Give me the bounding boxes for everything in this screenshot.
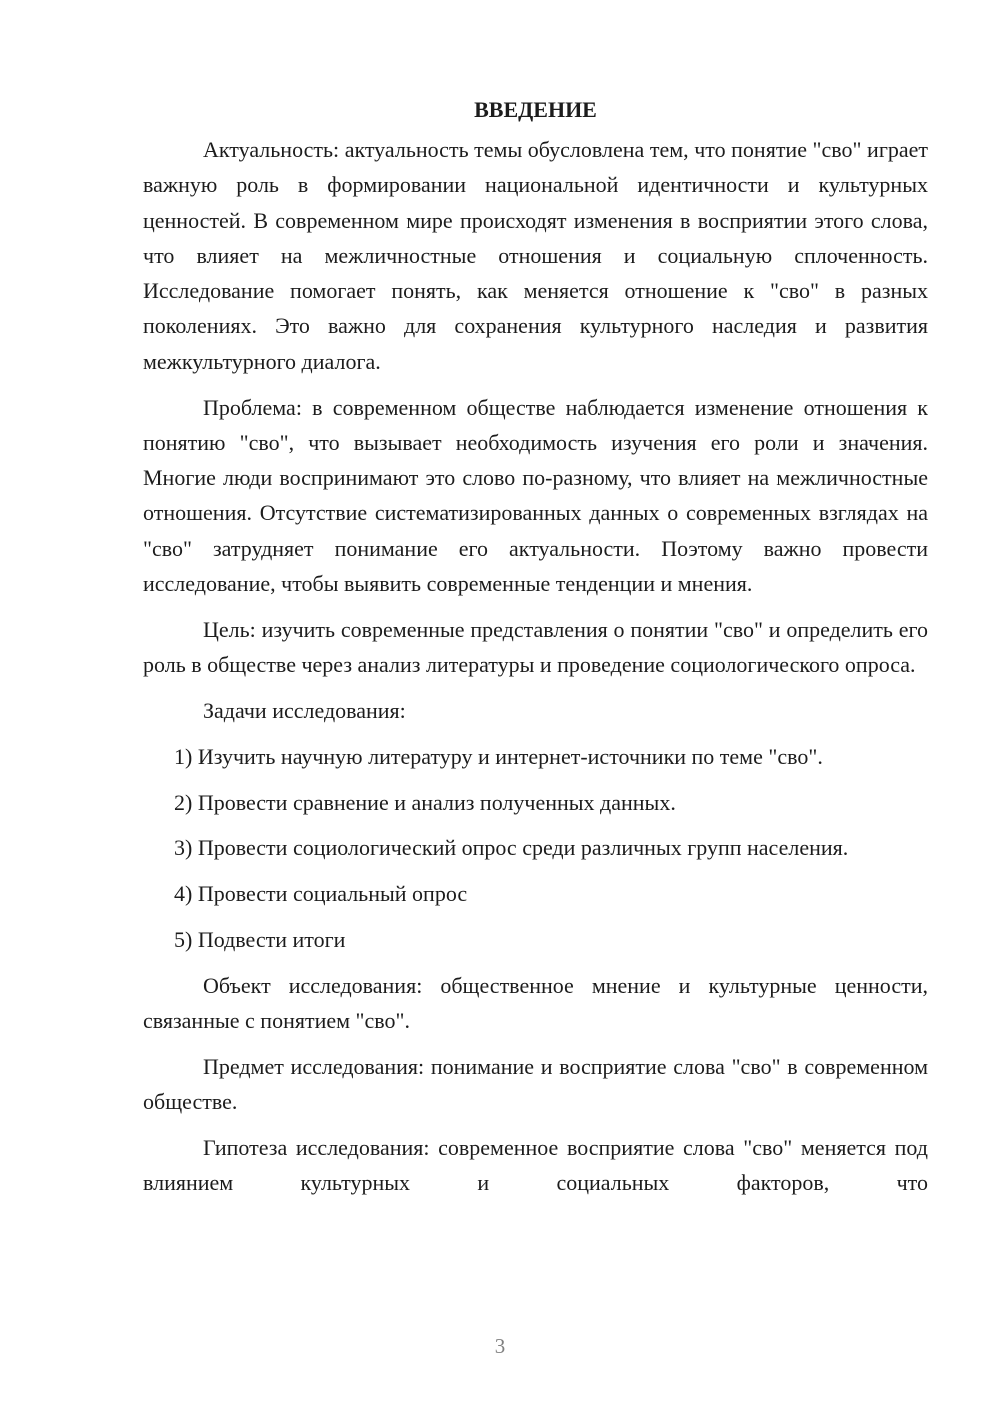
relevance-paragraph: Актуальность: актуальность темы обусловлена тем, что понятие "сво" играет важную роль в формировании национальной идентичности и культурных ценностей. В современном мире происходят изменения в восприятии этого слова, что влияет на межличностные отношения и социальную сплоченность. Исследование помогает понять, как меняется отношение к "сво" в разных поколениях. Это важно для сохранения культурного наследия и развития межкультурного диалога. [143,137,928,374]
object-paragraph: Объект исследования: общественное мнение и культурные ценности, связанные с понятием "сво". [143,972,928,1034]
section-heading: ВВЕДЕНИЕ [474,97,597,122]
tasks-title: Задачи исследования: [203,697,406,723]
subject-paragraph: Предмет исследования: понимание и восприятие слова "сво" в современном обществе. [143,1053,928,1115]
problem-paragraph: Проблема: в современном обществе наблюдается изменение отношения к понятию "сво", что вызывает необходимость изучения его роли и значения. Многие люди воспринимают это слово по-разному, что влияет на межличностные отношения. Отсутствие систематизированных данных о современных взглядах на "сво" затрудняет понимание его актуальности. Поэтому важно провести исследование, чтобы выявить современные тенденции и мнения. [143,394,928,597]
task-item: 4) Провести социальный опрос [174,881,468,907]
goal-paragraph: Цель: изучить современные представления о понятии "сво" и определить его роль в обществе через анализ литературы и проведение социологического опроса. [143,616,928,678]
document-page [143,88,928,1201]
page-number: 3 [494,1334,506,1358]
task-item: 1) Изучить научную литературу и интернет-источники по теме "сво". [174,743,823,769]
task-item: 5) Подвести итоги [174,926,346,952]
task-item: 3) Провести социологический опрос среди различных групп населения. [174,835,849,861]
hypothesis-paragraph: Гипотеза исследования: современное восприятие слова "сво" меняется под влиянием культурных и социальных факторов, что [143,1134,928,1196]
task-item: 2) Провести сравнение и анализ полученных данных. [174,789,676,815]
